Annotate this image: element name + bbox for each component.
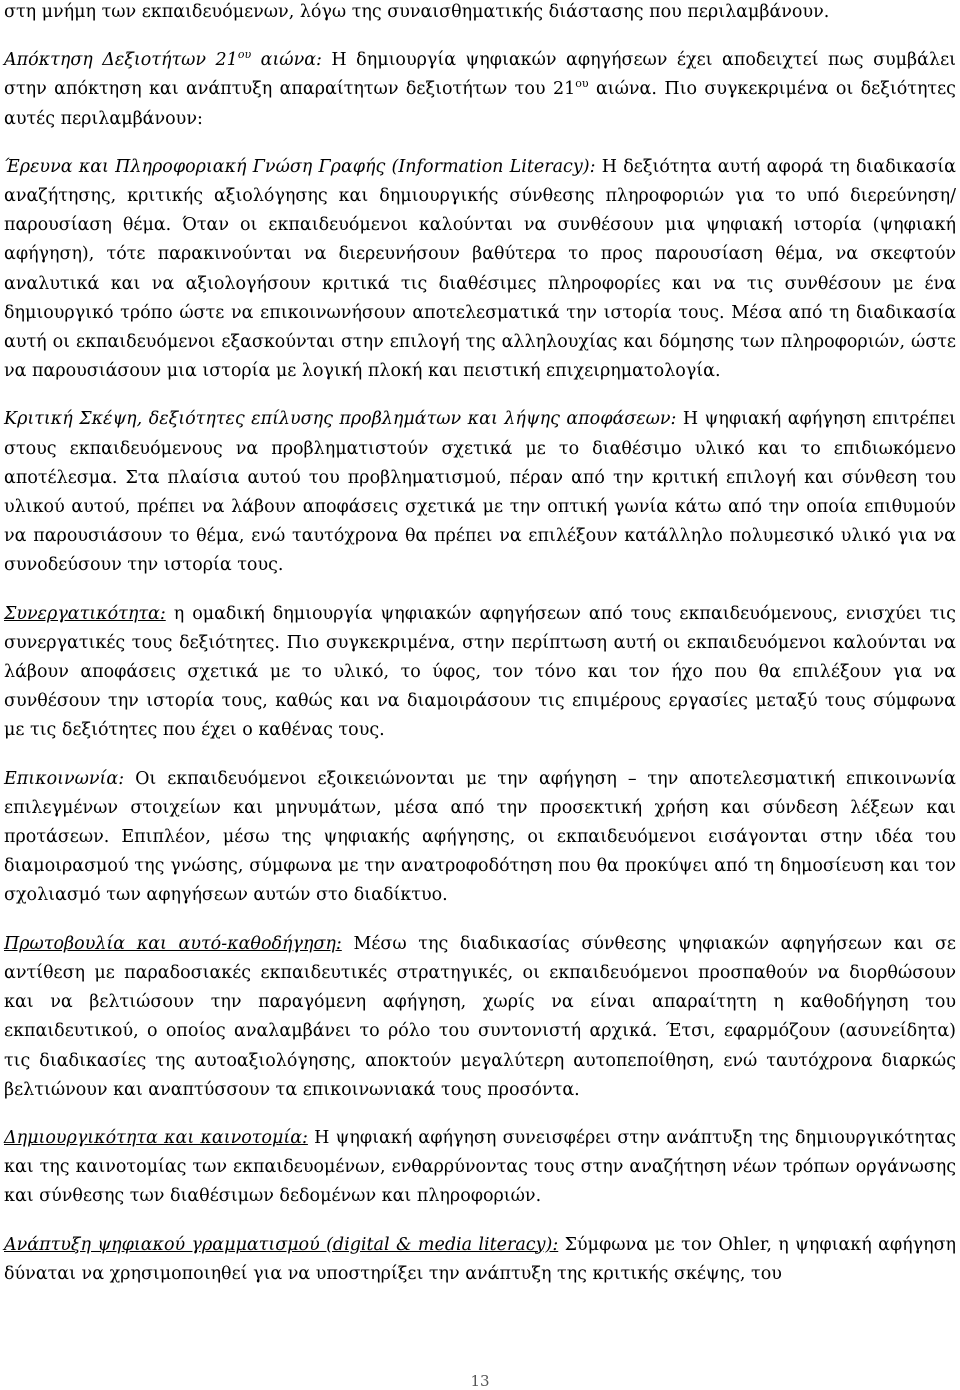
heading-superscript: ου <box>237 48 252 62</box>
paragraph-text: Η δεξιότητα αυτή αφορά τη διαδικασία αναζήτησης, κριτικής αξιολόγησης και δημιουργικής σύνθεσης πληροφοριών για το υπό διερεύνηση/παρουσίαση θέμα. Όταν οι εκπαιδευόμενοι καλούνται να συνθέσουν μια ψηφιακή ιστορία (ψηφιακή αφήγηση), τότε παρακινούνται να διερευνήσουν βαθύτερα το προς παρουσίαση θέμα, να σκεφτούν αναλυτικά και να αξιολογήσουν κριτικά τις διαθέσιμες πληροφορίες και να τις συνθέσουν με ένα δημιουργικό τρόπο ώστε να επικοινωνήσουν αποτελεσματικά την ιστορία τους. Μέσα από τη διαδικασία αυτή οι εκπαιδευόμενοι εξασκούνται στην επιλογή της αλληλουχίας και δόμησης των πληροφοριών, ώστε να παρουσιάσουν μια ιστορία με λογική πλοκή και πειστική επιχειρηματολογία. <box>4 156 956 382</box>
paragraph-21st-century-skills <box>4 46 956 134</box>
section-heading: Πρωτοβουλία και αυτό-καθοδήγηση: <box>4 933 342 954</box>
paragraph-text: Σύμφωνα με τον Ohler, η ψηφιακή αφήγηση δύναται να χρησιμοποιηθεί για να υποστηρίξει την ανάπτυξη της κριτικής σκέψης, του <box>4 1234 956 1284</box>
paragraph-intro-tail <box>4 0 956 27</box>
section-heading: Δημιουργικότητα και καινοτομία: <box>4 1127 308 1148</box>
paragraph-creativity <box>4 1124 956 1212</box>
section-heading: Συνεργατικότητα: <box>4 603 166 624</box>
paragraph-text: Η δημιουργία ψηφιακών αφηγήσεων έχει αποδειχτεί πως συμβάλει στην απόκτηση και ανάπτυξη απαραίτητων δεξιοτήτων του 21 <box>4 50 956 100</box>
heading-tail: αιώνα: <box>251 50 322 71</box>
paragraph-digital-literacy <box>4 1231 956 1289</box>
section-heading: Ανάπτυξη ψηφιακού γραμματισμού (digital & media literacy): <box>4 1234 559 1255</box>
section-heading: Κριτική Σκέψη, δεξιότητες επίλυσης προβλημάτων και λήψης αποφάσεων: <box>4 409 677 430</box>
paragraph-initiative <box>4 930 956 1105</box>
paragraph-text: η ομαδική δημιουργία ψηφιακών αφηγήσεων από τους εκπαιδευόμενους, ενισχύει τις συνεργατικές τους δεξιότητες. Πιο συγκεκριμένα, στην περίπτωση αυτή οι εκπαιδευόμενοι καλούνται να λάβουν αποφάσεις σχετικά με το υλικό, το ύφος, τον τόνο και τον ήχο που θα επιλέξουν για να συνθέσουν την ιστορία τους, καθώς και να διαμοιράσουν τις επιμέρους εργασίες μεταξύ τους σύμφωνα με τις δεξιότητες που έχει ο καθένας τους. <box>4 603 956 741</box>
paragraph-text: Η ψηφιακή αφήγηση επιτρέπει στους εκπαιδευόμενους να προβληματιστούν σχετικά με το διαθέσιμο υλικό και το επιδιωκόμενο αποτέλεσμα. Στα πλαίσια αυτού του προβληματισμού, πέραν από την κριτική επιλογή και σύνθεση του υλικού αυτού, πρέπει να λάβουν αποφάσεις σχετικά με την οπτική γωνία κάτω από την οποία επιθυμούν να παρουσιάσουν το θέμα, ενώ ταυτόχρονα θα πρέπει να επιλέξουν κατάλληλο πολυμεσικό υλικό για να συνοδεύσουν την ιστορία τους. <box>4 409 957 576</box>
paragraph-communication <box>4 765 956 911</box>
paragraph-text: Οι εκπαιδευόμενοι εξοικειώνονται με την αφήγηση – την αποτελεσματική επικοινωνία επιλεγμένων στοιχείων και μηνυμάτων, μέσα από την προσεκτική χρήση και σύνδεση λέξεων και προτάσεων. Επιπλέον, μέσω της ψηφιακής αφήγησης, οι εκπαιδευόμενοι εισάγονται στην ιδέα του διαμοιρασμού της γνώσης, σύμφωνα με την ανατροφοδότηση που θα προκύψει από τη δημοσίευση και τον σχολιασμό των αφηγήσεων αυτών στο διαδίκτυο. <box>4 768 956 906</box>
paragraph-collaboration <box>4 600 956 746</box>
paragraph-text: στη μνήμη των εκπαιδευόμενων, λόγω της συναισθηματικής διάστασης που περιλαμβάνουν. <box>4 2 830 22</box>
section-heading: Επικοινωνία: <box>4 768 125 789</box>
page-number: 13 <box>470 1372 490 1390</box>
paragraph-text: αιώνα. Πιο συγκεκριμένα οι δεξιότητες αυτές περιλαμβάνουν: <box>4 79 956 129</box>
paragraph-text: Μέσω της διαδικασίας σύνθεσης ψηφιακών αφηγήσεων και σε αντίθεση με παραδοσιακές εκπαιδευτικές στρατηγικές, οι εκπαιδευόμενοι προσπαθούν να διορθώσουν και να βελτιώσουν την παραγόμενη αφήγηση, χωρίς να είναι απαραίτητη η καθοδήγηση του εκπαιδευτικού, ο οποίος αναλαμβάνει το ρόλο του συντονιστή αρχικά. Έτσι, εφαρμόζουν (ασυνείδητα) τις διαδικασίες της αυτοαξιολόγησης, αποκτούν μεγαλύτερη αυτοπεποίθηση, ενώ ταυτόχρονα διαρκώς βελτιώνουν και αναπτύσσουν τα επικοινωνιακά τους προσόντα. <box>4 933 957 1100</box>
section-heading <box>4 50 322 70</box>
section-heading: Έρευνα και Πληροφοριακή Γνώση Γραφής (Information Literacy): <box>4 156 596 177</box>
paragraph-text: Η ψηφιακή αφήγηση συνεισφέρει στην ανάπτυξη της δημιουργικότητας και της καινοτομίας των εκπαιδευομένων, ενθαρρύνοντας τους στην αναζήτηση νέων τρόπων οργάνωσης και σύνθεσης των διαθέσιμων δεδομένων και πληροφοριών. <box>4 1127 956 1207</box>
paragraph-critical-thinking <box>4 405 956 580</box>
heading-text: Απόκτηση Δεξιοτήτων 21 <box>4 50 238 71</box>
paragraph-information-literacy <box>4 153 956 387</box>
document-page <box>4 0 956 1289</box>
body-superscript: ου <box>575 77 589 91</box>
